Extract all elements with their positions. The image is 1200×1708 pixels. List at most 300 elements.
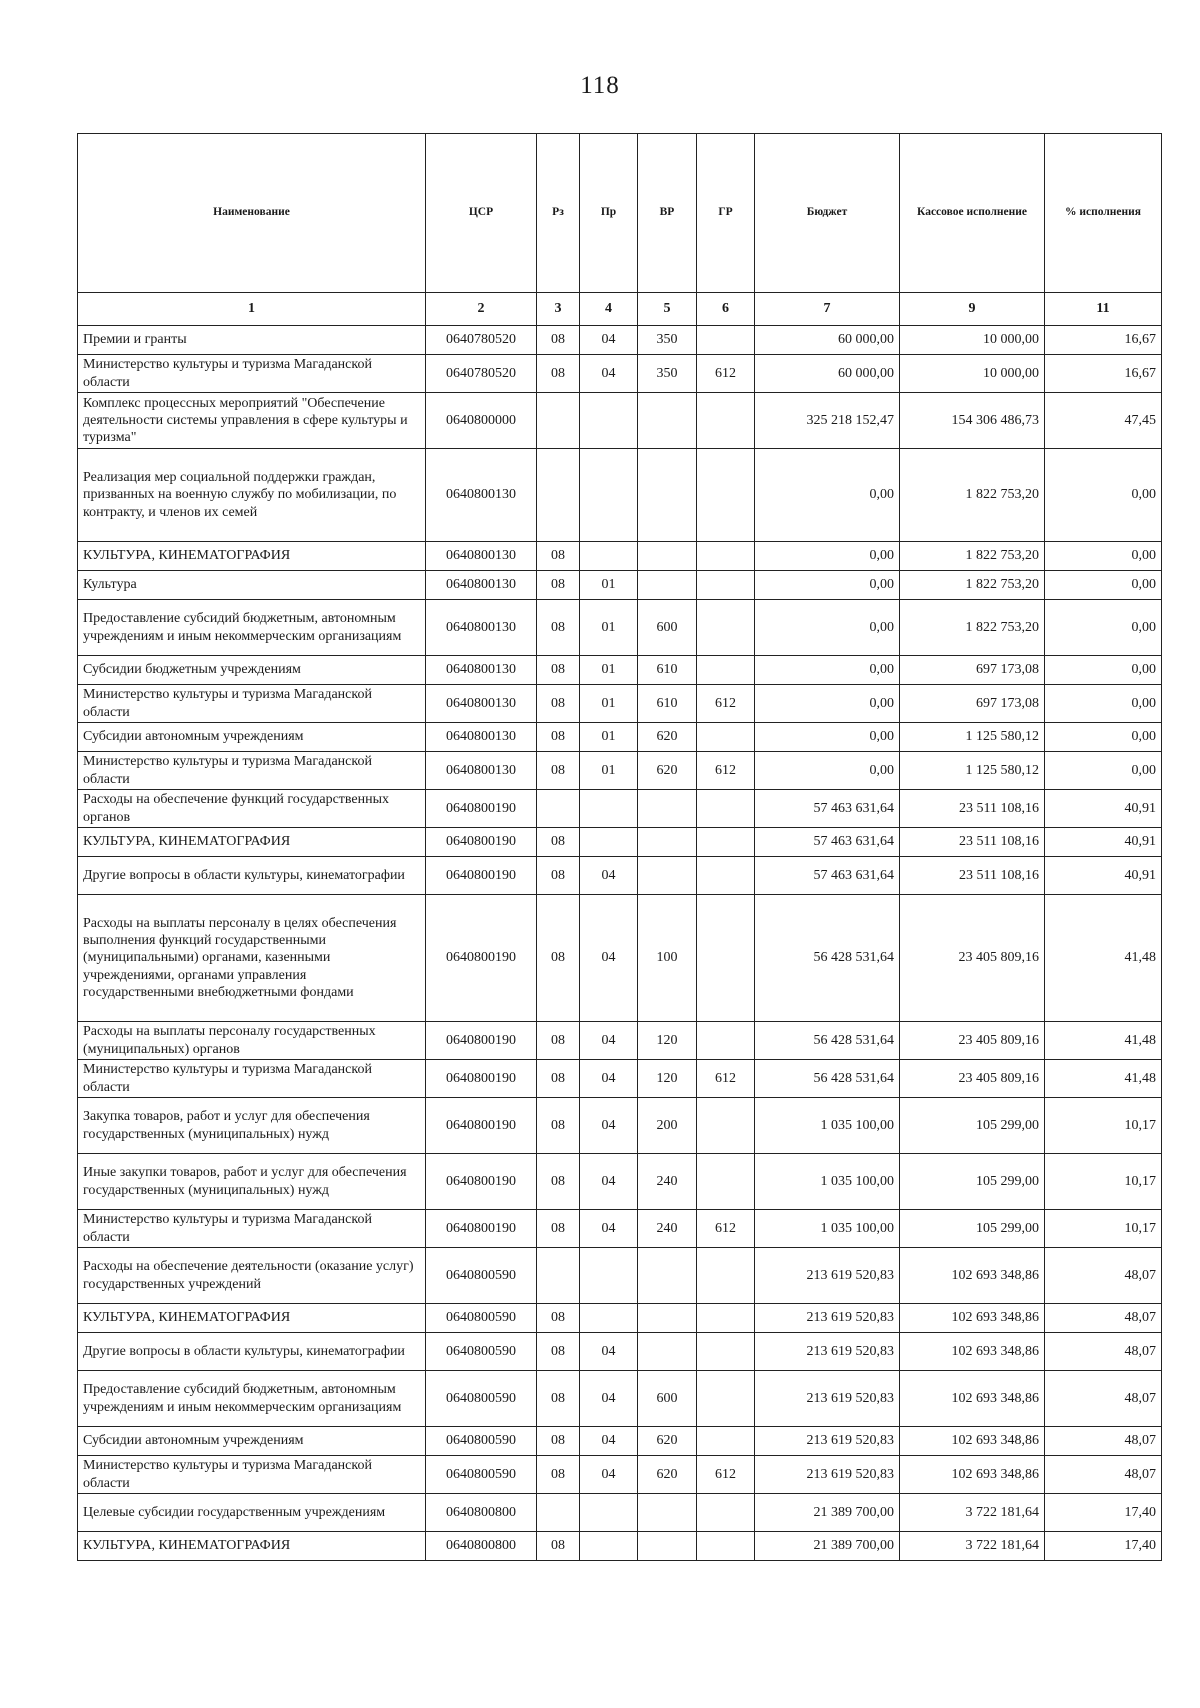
row-percent: 40,91 — [1045, 828, 1162, 857]
table-row — [78, 857, 1162, 895]
row-rz: 08 — [537, 1060, 580, 1098]
table-row — [78, 828, 1162, 857]
row-percent: 40,91 — [1045, 790, 1162, 828]
row-pr — [580, 1532, 638, 1561]
row-gr — [697, 1371, 755, 1427]
row-pr: 01 — [580, 752, 638, 790]
row-name: КУЛЬТУРА, КИНЕМАТОГРАФИЯ — [78, 1304, 426, 1333]
row-name: КУЛЬТУРА, КИНЕМАТОГРАФИЯ — [78, 828, 426, 857]
row-vr — [638, 571, 697, 600]
row-csr: 0640800190 — [426, 857, 537, 895]
row-name: КУЛЬТУРА, КИНЕМАТОГРАФИЯ — [78, 542, 426, 571]
header-num-executed: 9 — [900, 293, 1045, 326]
row-name: КУЛЬТУРА, КИНЕМАТОГРАФИЯ — [78, 1532, 426, 1561]
row-budget: 1 035 100,00 — [755, 1210, 900, 1248]
row-percent: 0,00 — [1045, 723, 1162, 752]
row-percent: 48,07 — [1045, 1248, 1162, 1304]
row-pr — [580, 1248, 638, 1304]
row-budget: 56 428 531,64 — [755, 895, 900, 1022]
header-executed: Кассовое исполнение — [900, 134, 1045, 293]
header-num-vr: 5 — [638, 293, 697, 326]
row-pr: 04 — [580, 1371, 638, 1427]
row-csr: 0640800590 — [426, 1248, 537, 1304]
row-gr — [697, 656, 755, 685]
row-budget: 0,00 — [755, 752, 900, 790]
table-row — [78, 1304, 1162, 1333]
row-executed: 1 822 753,20 — [900, 571, 1045, 600]
row-rz: 08 — [537, 1304, 580, 1333]
table-row — [78, 752, 1162, 790]
row-budget: 0,00 — [755, 685, 900, 723]
row-rz: 08 — [537, 752, 580, 790]
row-vr: 610 — [638, 685, 697, 723]
row-csr: 0640800130 — [426, 685, 537, 723]
row-name: Другие вопросы в области культуры, кинематографии — [78, 1333, 426, 1371]
row-executed: 154 306 486,73 — [900, 393, 1045, 449]
row-gr — [697, 1427, 755, 1456]
row-name: Культура — [78, 571, 426, 600]
row-vr: 600 — [638, 600, 697, 656]
row-percent: 16,67 — [1045, 326, 1162, 355]
row-percent: 48,07 — [1045, 1427, 1162, 1456]
row-vr: 240 — [638, 1210, 697, 1248]
header-csr: ЦСР — [426, 134, 537, 293]
row-rz: 08 — [537, 326, 580, 355]
row-budget: 21 389 700,00 — [755, 1532, 900, 1561]
row-budget: 213 619 520,83 — [755, 1248, 900, 1304]
header-name: Наименование — [78, 134, 426, 293]
row-pr — [580, 790, 638, 828]
row-vr: 620 — [638, 1456, 697, 1494]
header-pr: Пр — [580, 134, 638, 293]
row-budget: 213 619 520,83 — [755, 1304, 900, 1333]
row-vr: 120 — [638, 1060, 697, 1098]
row-name: Премии и гранты — [78, 326, 426, 355]
row-executed: 102 693 348,86 — [900, 1248, 1045, 1304]
row-gr — [697, 449, 755, 542]
row-csr: 0640800190 — [426, 1098, 537, 1154]
row-vr — [638, 393, 697, 449]
row-rz — [537, 449, 580, 542]
row-budget: 1 035 100,00 — [755, 1098, 900, 1154]
header-num-pr: 4 — [580, 293, 638, 326]
row-csr: 0640800130 — [426, 723, 537, 752]
table-row — [78, 1154, 1162, 1210]
table-row — [78, 1098, 1162, 1154]
row-rz: 08 — [537, 1210, 580, 1248]
table-row — [78, 1022, 1162, 1060]
row-executed: 697 173,08 — [900, 685, 1045, 723]
row-gr: 612 — [697, 752, 755, 790]
row-name: Расходы на обеспечение функций государственных органов — [78, 790, 426, 828]
row-budget: 21 389 700,00 — [755, 1494, 900, 1532]
row-gr — [697, 1494, 755, 1532]
row-gr — [697, 542, 755, 571]
row-percent: 47,45 — [1045, 393, 1162, 449]
row-rz — [537, 1494, 580, 1532]
header-percent: % исполнения — [1045, 134, 1162, 293]
row-name: Министерство культуры и туризма Магаданской области — [78, 1210, 426, 1248]
row-executed: 1 125 580,12 — [900, 723, 1045, 752]
row-name: Расходы на выплаты персоналу в целях обеспечения выполнения функций государственными (муниципальными) органами, казенными учреждениями, органами управления государственными внебюджетными фондами — [78, 895, 426, 1022]
row-pr: 04 — [580, 1154, 638, 1210]
row-rz: 08 — [537, 1456, 580, 1494]
row-percent: 10,17 — [1045, 1210, 1162, 1248]
row-executed: 105 299,00 — [900, 1154, 1045, 1210]
row-executed: 10 000,00 — [900, 355, 1045, 393]
table-row — [78, 685, 1162, 723]
row-rz: 08 — [537, 828, 580, 857]
row-vr: 620 — [638, 1427, 697, 1456]
row-percent: 48,07 — [1045, 1371, 1162, 1427]
table-row — [78, 393, 1162, 449]
page-number: 118 — [580, 72, 620, 99]
row-csr: 0640800800 — [426, 1494, 537, 1532]
header-num-budget: 7 — [755, 293, 900, 326]
row-budget: 213 619 520,83 — [755, 1456, 900, 1494]
row-executed: 105 299,00 — [900, 1098, 1045, 1154]
row-gr: 612 — [697, 1060, 755, 1098]
row-percent: 0,00 — [1045, 542, 1162, 571]
row-gr — [697, 1532, 755, 1561]
row-pr — [580, 393, 638, 449]
row-pr — [580, 1304, 638, 1333]
table-row — [78, 449, 1162, 542]
row-percent: 48,07 — [1045, 1333, 1162, 1371]
row-gr — [697, 857, 755, 895]
row-csr: 0640780520 — [426, 326, 537, 355]
row-name: Другие вопросы в области культуры, кинематографии — [78, 857, 426, 895]
row-budget: 0,00 — [755, 723, 900, 752]
row-executed: 23 511 108,16 — [900, 828, 1045, 857]
row-executed: 23 511 108,16 — [900, 857, 1045, 895]
header-num-percent: 11 — [1045, 293, 1162, 326]
row-rz: 08 — [537, 1154, 580, 1210]
row-csr: 0640780520 — [426, 355, 537, 393]
row-rz: 08 — [537, 685, 580, 723]
row-pr: 04 — [580, 1456, 638, 1494]
row-gr — [697, 790, 755, 828]
row-vr — [638, 542, 697, 571]
row-vr: 620 — [638, 752, 697, 790]
row-pr: 01 — [580, 685, 638, 723]
row-vr: 200 — [638, 1098, 697, 1154]
row-pr: 04 — [580, 1022, 638, 1060]
table-row — [78, 790, 1162, 828]
row-gr — [697, 828, 755, 857]
row-rz: 08 — [537, 1371, 580, 1427]
header-num-rz: 3 — [537, 293, 580, 326]
row-csr: 0640800130 — [426, 449, 537, 542]
row-csr: 0640800000 — [426, 393, 537, 449]
row-executed: 23 405 809,16 — [900, 895, 1045, 1022]
row-budget: 0,00 — [755, 449, 900, 542]
row-percent: 0,00 — [1045, 656, 1162, 685]
row-budget: 1 035 100,00 — [755, 1154, 900, 1210]
table-row — [78, 355, 1162, 393]
row-pr: 04 — [580, 1098, 638, 1154]
row-budget: 213 619 520,83 — [755, 1333, 900, 1371]
row-csr: 0640800190 — [426, 1060, 537, 1098]
row-rz: 08 — [537, 355, 580, 393]
row-csr: 0640800590 — [426, 1371, 537, 1427]
header-numbers-row — [78, 293, 1162, 326]
header-budget: Бюджет — [755, 134, 900, 293]
row-csr: 0640800130 — [426, 542, 537, 571]
row-budget: 0,00 — [755, 656, 900, 685]
row-vr: 350 — [638, 326, 697, 355]
row-gr — [697, 1022, 755, 1060]
row-executed: 1 125 580,12 — [900, 752, 1045, 790]
row-percent: 41,48 — [1045, 1022, 1162, 1060]
row-budget: 60 000,00 — [755, 355, 900, 393]
row-rz: 08 — [537, 600, 580, 656]
row-gr — [697, 895, 755, 1022]
header-gr: ГР — [697, 134, 755, 293]
row-budget: 57 463 631,64 — [755, 857, 900, 895]
row-name: Министерство культуры и туризма Магаданской области — [78, 1456, 426, 1494]
header-labels-row — [78, 134, 1162, 293]
row-percent: 48,07 — [1045, 1304, 1162, 1333]
row-pr: 01 — [580, 600, 638, 656]
row-vr — [638, 1248, 697, 1304]
row-rz: 08 — [537, 1098, 580, 1154]
row-vr — [638, 1532, 697, 1561]
table-row — [78, 1210, 1162, 1248]
row-name: Министерство культуры и туризма Магаданской области — [78, 752, 426, 790]
row-rz: 08 — [537, 542, 580, 571]
row-executed: 102 693 348,86 — [900, 1304, 1045, 1333]
row-rz: 08 — [537, 1333, 580, 1371]
row-percent: 0,00 — [1045, 685, 1162, 723]
row-executed: 1 822 753,20 — [900, 600, 1045, 656]
row-percent: 41,48 — [1045, 895, 1162, 1022]
row-gr — [697, 1304, 755, 1333]
row-percent: 41,48 — [1045, 1060, 1162, 1098]
row-name: Расходы на выплаты персоналу государственных (муниципальных) органов — [78, 1022, 426, 1060]
table-row — [78, 571, 1162, 600]
row-name: Субсидии автономным учреждениям — [78, 1427, 426, 1456]
row-name: Субсидии автономным учреждениям — [78, 723, 426, 752]
row-pr: 04 — [580, 326, 638, 355]
row-percent: 0,00 — [1045, 449, 1162, 542]
row-executed: 3 722 181,64 — [900, 1532, 1045, 1561]
budget-execution-table — [77, 133, 1162, 1561]
row-csr: 0640800130 — [426, 752, 537, 790]
row-pr: 04 — [580, 1060, 638, 1098]
row-pr: 01 — [580, 656, 638, 685]
row-executed: 105 299,00 — [900, 1210, 1045, 1248]
row-executed: 102 693 348,86 — [900, 1333, 1045, 1371]
row-executed: 1 822 753,20 — [900, 449, 1045, 542]
row-vr — [638, 449, 697, 542]
row-gr — [697, 1098, 755, 1154]
row-percent: 0,00 — [1045, 600, 1162, 656]
row-rz: 08 — [537, 656, 580, 685]
row-csr: 0640800190 — [426, 790, 537, 828]
row-vr: 120 — [638, 1022, 697, 1060]
table-body — [78, 326, 1162, 1561]
row-gr — [697, 1154, 755, 1210]
row-name: Целевые субсидии государственным учреждениям — [78, 1494, 426, 1532]
row-csr: 0640800590 — [426, 1456, 537, 1494]
row-budget: 56 428 531,64 — [755, 1060, 900, 1098]
table-row — [78, 1060, 1162, 1098]
row-gr — [697, 326, 755, 355]
row-rz — [537, 790, 580, 828]
row-gr — [697, 1248, 755, 1304]
table-row — [78, 1456, 1162, 1494]
row-name: Предоставление субсидий бюджетным, автономным учреждениям и иным некоммерческим организациям — [78, 1371, 426, 1427]
row-csr: 0640800190 — [426, 1210, 537, 1248]
row-rz: 08 — [537, 1427, 580, 1456]
row-csr: 0640800190 — [426, 828, 537, 857]
table-row — [78, 1333, 1162, 1371]
row-name: Комплекс процессных мероприятий "Обеспечение деятельности системы управления в сфере культуры и туризма" — [78, 393, 426, 449]
row-percent: 0,00 — [1045, 752, 1162, 790]
table-row — [78, 1532, 1162, 1561]
row-pr — [580, 1494, 638, 1532]
header-rz: Рз — [537, 134, 580, 293]
row-name: Субсидии бюджетным учреждениям — [78, 656, 426, 685]
row-csr: 0640800800 — [426, 1532, 537, 1561]
table-row — [78, 1427, 1162, 1456]
row-budget: 213 619 520,83 — [755, 1371, 900, 1427]
row-budget: 0,00 — [755, 542, 900, 571]
row-pr: 04 — [580, 857, 638, 895]
table-row — [78, 723, 1162, 752]
row-name: Закупка товаров, работ и услуг для обеспечения государственных (муниципальных) нужд — [78, 1098, 426, 1154]
row-percent: 10,17 — [1045, 1098, 1162, 1154]
row-percent: 0,00 — [1045, 571, 1162, 600]
row-vr — [638, 790, 697, 828]
row-csr: 0640800590 — [426, 1333, 537, 1371]
row-name: Министерство культуры и туризма Магаданской области — [78, 1060, 426, 1098]
header-num-csr: 2 — [426, 293, 537, 326]
row-budget: 325 218 152,47 — [755, 393, 900, 449]
row-rz: 08 — [537, 1022, 580, 1060]
row-executed: 23 511 108,16 — [900, 790, 1045, 828]
row-gr: 612 — [697, 1456, 755, 1494]
table-row — [78, 1248, 1162, 1304]
row-pr: 04 — [580, 895, 638, 1022]
row-percent: 17,40 — [1045, 1494, 1162, 1532]
row-executed: 697 173,08 — [900, 656, 1045, 685]
row-pr: 01 — [580, 571, 638, 600]
row-executed: 102 693 348,86 — [900, 1456, 1045, 1494]
row-name: Иные закупки товаров, работ и услуг для обеспечения государственных (муниципальных) нужд — [78, 1154, 426, 1210]
row-budget: 0,00 — [755, 571, 900, 600]
row-rz: 08 — [537, 571, 580, 600]
row-name: Расходы на обеспечение деятельности (оказание услуг) государственных учреждений — [78, 1248, 426, 1304]
row-budget: 57 463 631,64 — [755, 828, 900, 857]
row-budget: 0,00 — [755, 600, 900, 656]
row-gr — [697, 600, 755, 656]
row-gr: 612 — [697, 1210, 755, 1248]
row-name: Предоставление субсидий бюджетным, автономным учреждениям и иным некоммерческим организациям — [78, 600, 426, 656]
row-vr: 620 — [638, 723, 697, 752]
row-pr — [580, 542, 638, 571]
row-gr — [697, 723, 755, 752]
row-percent: 48,07 — [1045, 1456, 1162, 1494]
row-gr — [697, 1333, 755, 1371]
row-rz: 08 — [537, 1532, 580, 1561]
row-pr: 04 — [580, 1210, 638, 1248]
row-vr — [638, 857, 697, 895]
row-csr: 0640800130 — [426, 571, 537, 600]
header-num-name: 1 — [78, 293, 426, 326]
row-pr — [580, 828, 638, 857]
row-budget: 60 000,00 — [755, 326, 900, 355]
row-csr: 0640800190 — [426, 1154, 537, 1210]
table-row — [78, 600, 1162, 656]
row-pr: 01 — [580, 723, 638, 752]
table-row — [78, 326, 1162, 355]
table-row — [78, 895, 1162, 1022]
row-pr: 04 — [580, 1427, 638, 1456]
row-vr: 600 — [638, 1371, 697, 1427]
row-executed: 10 000,00 — [900, 326, 1045, 355]
row-csr: 0640800590 — [426, 1427, 537, 1456]
row-rz — [537, 1248, 580, 1304]
row-executed: 102 693 348,86 — [900, 1427, 1045, 1456]
table-row — [78, 1371, 1162, 1427]
row-gr: 612 — [697, 685, 755, 723]
row-vr: 610 — [638, 656, 697, 685]
row-name: Министерство культуры и туризма Магаданской области — [78, 355, 426, 393]
row-gr — [697, 571, 755, 600]
row-gr — [697, 393, 755, 449]
row-pr: 04 — [580, 1333, 638, 1371]
row-budget: 56 428 531,64 — [755, 1022, 900, 1060]
row-percent: 17,40 — [1045, 1532, 1162, 1561]
row-executed: 23 405 809,16 — [900, 1060, 1045, 1098]
row-budget: 57 463 631,64 — [755, 790, 900, 828]
row-vr — [638, 1494, 697, 1532]
header-vr: ВР — [638, 134, 697, 293]
row-vr: 350 — [638, 355, 697, 393]
row-gr: 612 — [697, 355, 755, 393]
row-percent: 40,91 — [1045, 857, 1162, 895]
row-executed: 3 722 181,64 — [900, 1494, 1045, 1532]
row-vr — [638, 1333, 697, 1371]
row-rz: 08 — [537, 723, 580, 752]
row-budget: 213 619 520,83 — [755, 1427, 900, 1456]
row-rz: 08 — [537, 895, 580, 1022]
row-name: Реализация мер социальной поддержки граждан, призванных на военную службу по мобилизации, по контракту, и членов их семей — [78, 449, 426, 542]
row-vr — [638, 1304, 697, 1333]
row-pr — [580, 449, 638, 542]
row-rz: 08 — [537, 857, 580, 895]
row-csr: 0640800130 — [426, 656, 537, 685]
row-percent: 16,67 — [1045, 355, 1162, 393]
table-row — [78, 656, 1162, 685]
table-row — [78, 542, 1162, 571]
row-csr: 0640800590 — [426, 1304, 537, 1333]
row-csr: 0640800190 — [426, 1022, 537, 1060]
row-csr: 0640800190 — [426, 895, 537, 1022]
header-num-gr: 6 — [697, 293, 755, 326]
row-executed: 23 405 809,16 — [900, 1022, 1045, 1060]
row-vr — [638, 828, 697, 857]
row-executed: 1 822 753,20 — [900, 542, 1045, 571]
row-rz — [537, 393, 580, 449]
row-executed: 102 693 348,86 — [900, 1371, 1045, 1427]
row-percent: 10,17 — [1045, 1154, 1162, 1210]
row-pr: 04 — [580, 355, 638, 393]
table-row — [78, 1494, 1162, 1532]
row-vr: 100 — [638, 895, 697, 1022]
